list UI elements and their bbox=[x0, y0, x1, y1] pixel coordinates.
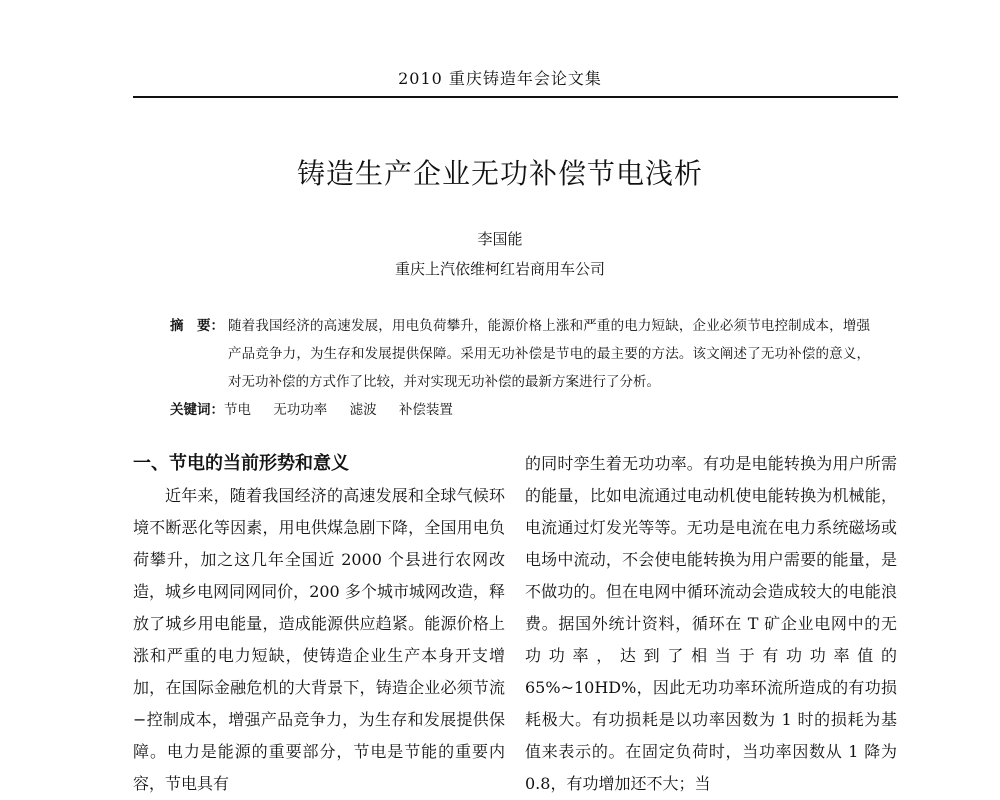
header-rule bbox=[133, 96, 898, 98]
section-heading: 一、节电的当前形势和意义 bbox=[133, 453, 349, 474]
keywords-list bbox=[224, 396, 471, 424]
paper-author: 李国能 bbox=[477, 230, 523, 248]
keywords-row bbox=[170, 396, 870, 424]
abstract-text: 随着我国经济的高速发展，用电负荷攀升，能源价格上涨和严重的电力短缺，企业必须节电控制成本，增强产品竞争力，为生存和发展提供保障。采用无功补偿是节电的最主要的方法。该文阐述了无功补偿的意义，对无功补偿的方式作了比较，并对实现无功补偿的最新方案进行了分析。 bbox=[228, 318, 870, 390]
paper-title: 铸造生产企业无功补偿节电浅析 bbox=[296, 157, 703, 190]
keyword-item: 滤波 bbox=[349, 402, 377, 418]
abstract-block bbox=[170, 312, 870, 424]
keyword-item: 无功功率 bbox=[273, 402, 328, 418]
body-paragraph: 近年来，随着我国经济的高速发展和全球气候环境不断恶化等因素，用电供煤急剧下降，全国用电负荷攀升，加之这几年全国近 2000 个县进行农网改造，城乡电网同网同价，200 多个城市城网改造，释放了城乡用电能量，造成能源供应趋紧。能源价格上涨和严重的电力短缺，使铸造企业生产本身开支增加，在国际金融危机的大背景下，铸造企业必须节流−控制成本，增强产品竞争力，为生存和发展提供保障。电力是能源的重要部分，节电是节能的重要内容，节电具有 bbox=[133, 486, 505, 793]
abstract-row bbox=[170, 312, 870, 396]
body-column-right bbox=[525, 448, 897, 800]
body-column-left bbox=[133, 448, 505, 800]
running-header: 2010 重庆铸造年会论文集 bbox=[398, 69, 602, 88]
paper-affiliation: 重庆上汽依维柯红岩商用车公司 bbox=[394, 260, 605, 278]
body-paragraph-continued: 的同时孪生着无功功率。有功是电能转换为用户所需的能量，比如电流通过电动机使电能转换为机械能，电流通过灯发光等等。无功是电流在电力系统磁场或电场中流动，不会使电能转换为用户需要的能量，是不做功的。但在电网中循环流动会造成较大的电能浪费。据国外统计资料，循环在 T 矿企业电网中的无功功率，达到了相当于有功功率值的 65%~10HD%，因此无功功率环流所造成的有功损耗极大。有功损耗是以功率因数为 1 时的损耗为基值来表示的。在固定负荷时，当功率因数从 1 降为 0.8，有功增加还不大；当 bbox=[525, 454, 897, 793]
keyword-item: 补偿装置 bbox=[398, 402, 453, 418]
abstract-label: 摘 要： bbox=[170, 318, 224, 334]
keyword-item: 节电 bbox=[224, 402, 251, 418]
keywords-label: 关键词： bbox=[170, 402, 224, 418]
